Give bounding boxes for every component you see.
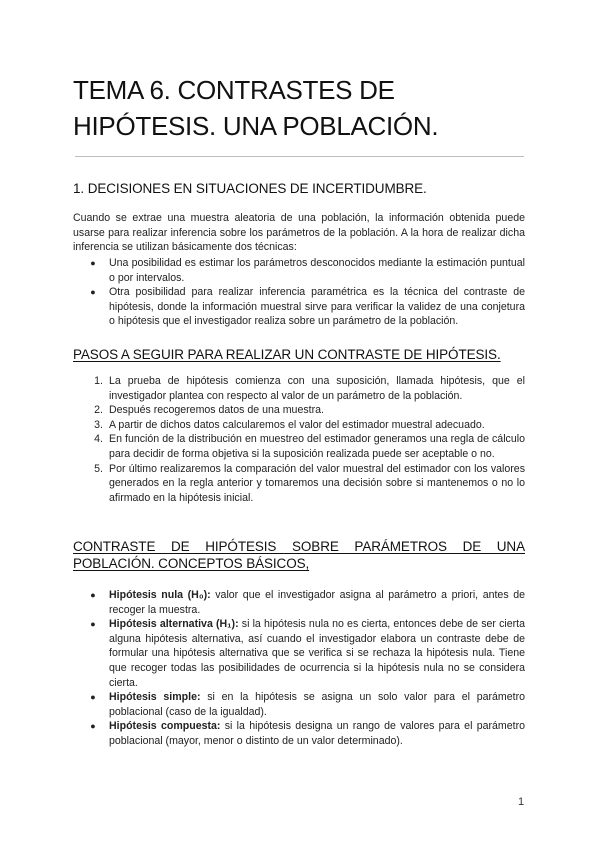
- step-number: 4.: [94, 433, 103, 446]
- concept-term: Hipótesis nula (H₀):: [109, 589, 211, 601]
- bullet-icon: ●: [90, 258, 96, 268]
- step-text: La prueba de hipótesis comienza con una suposición, llamada hipótesis, que el investigador plantea con respecto al valor de un parámetro de la población.: [109, 375, 525, 402]
- step-text: Después recogeremos datos de una muestra.: [109, 404, 324, 417]
- section-heading-pasos: PASOS A SEGUIR PARA REALIZAR UN CONTRASTE DE HIPÓTESIS.: [73, 347, 501, 362]
- page-title: TEMA 6. CONTRASTES DE HIPÓTESIS. UNA POBLACIÓN.: [73, 75, 439, 141]
- concept-definition: si la hipótesis designa un rango de valores para el parámetro poblacional (mayor, menor o distinto de un valor determinado).: [109, 720, 525, 747]
- list-item: [90, 256, 525, 285]
- step-number: 1.: [94, 375, 103, 387]
- step-text: En función de la distribución en muestreo del estimador generamos una regla de cálculo para decidir de forma objetiva si la suposición realizada puede ser aceptable o no.: [109, 433, 525, 460]
- concept-definition: valor que el investigador asigna al parámetro a priori, antes de recoger la muestra.: [109, 589, 525, 616]
- list-item: [90, 285, 525, 329]
- step-number: 5.: [94, 462, 103, 475]
- concepts-list: [90, 588, 525, 749]
- concept-term: Hipótesis simple:: [109, 691, 201, 704]
- list-item-text: Otra posibilidad para realizar inferencia paramétrica es la técnica del contraste de hipótesis, donde la información muestral sirve para verificar la validez de una conjetura o hipótesis que el investigador realiza sobre un parámetro de la población.: [109, 286, 525, 328]
- steps-list: [94, 374, 525, 505]
- list-item: [90, 617, 525, 690]
- concept-term: Hipótesis compuesta:: [109, 720, 221, 733]
- list-item: [90, 588, 525, 617]
- list-item: [94, 462, 525, 506]
- bullet-icon: ●: [90, 721, 96, 732]
- concept-definition: si la hipótesis nula no es cierta, entonces debe de ser cierta alguna hipótesis alternativa, así cuando el investigador elabora un contraste debe de formular una hipótesis alternativa que se verifica si se rechaza la hipótesis nula. Tiene que recoger todas las posibilidades de ocurrencia si la hipótesis nula no se considera cierta.: [109, 618, 525, 689]
- bullet-icon: ●: [90, 692, 96, 703]
- list-item-text: Una posibilidad es estimar los parámetros desconocidos mediante la estimación puntual o por intervalos.: [109, 257, 525, 284]
- list-item: [94, 374, 525, 403]
- list-item: [94, 432, 525, 461]
- concept-term: Hipótesis alternativa (H₁):: [109, 618, 239, 631]
- bullet-icon: ●: [90, 287, 96, 298]
- list-item: [90, 719, 525, 748]
- section-heading-decisiones: 1. DECISIONES EN SITUACIONES DE INCERTIDUMBRE.: [73, 181, 427, 196]
- section-heading-conceptos: CONTRASTE DE HIPÓTESIS SOBRE PARÁMETROS DE UNA POBLACIÓN. CONCEPTOS BÁSICOS,: [73, 539, 525, 571]
- title-divider: [75, 156, 524, 157]
- intro-paragraph: Cuando se extrae una muestra aleatoria de una población, la información obtenida puede usarse para realizar inferencia sobre los parámetros de la población. A la hora de realizar dicha inferencia se utilizan básicamente dos técnicas:: [73, 212, 525, 254]
- step-number: 2.: [94, 404, 103, 417]
- step-text: Por último realizaremos la comparación del valor muestral del estimador con los valores generados en la regla anterior y tomaremos una decisión sobre si mantenemos o no lo afirmado en la hipótesis inicial.: [109, 462, 525, 504]
- concept-definition: si en la hipótesis se asigna un solo valor para el parámetro poblacional (caso de la igualdad).: [109, 691, 525, 718]
- bullet-icon: ●: [90, 590, 96, 600]
- list-item: [90, 690, 525, 719]
- step-text: A partir de dichos datos calcularemos el valor del estimador muestral adecuado.: [109, 418, 485, 431]
- step-number: 3.: [94, 418, 103, 431]
- bullet-icon: ●: [90, 619, 96, 630]
- page-number: 1: [518, 796, 525, 808]
- techniques-list: [90, 256, 525, 329]
- list-item: [94, 418, 525, 433]
- list-item: [94, 403, 525, 418]
